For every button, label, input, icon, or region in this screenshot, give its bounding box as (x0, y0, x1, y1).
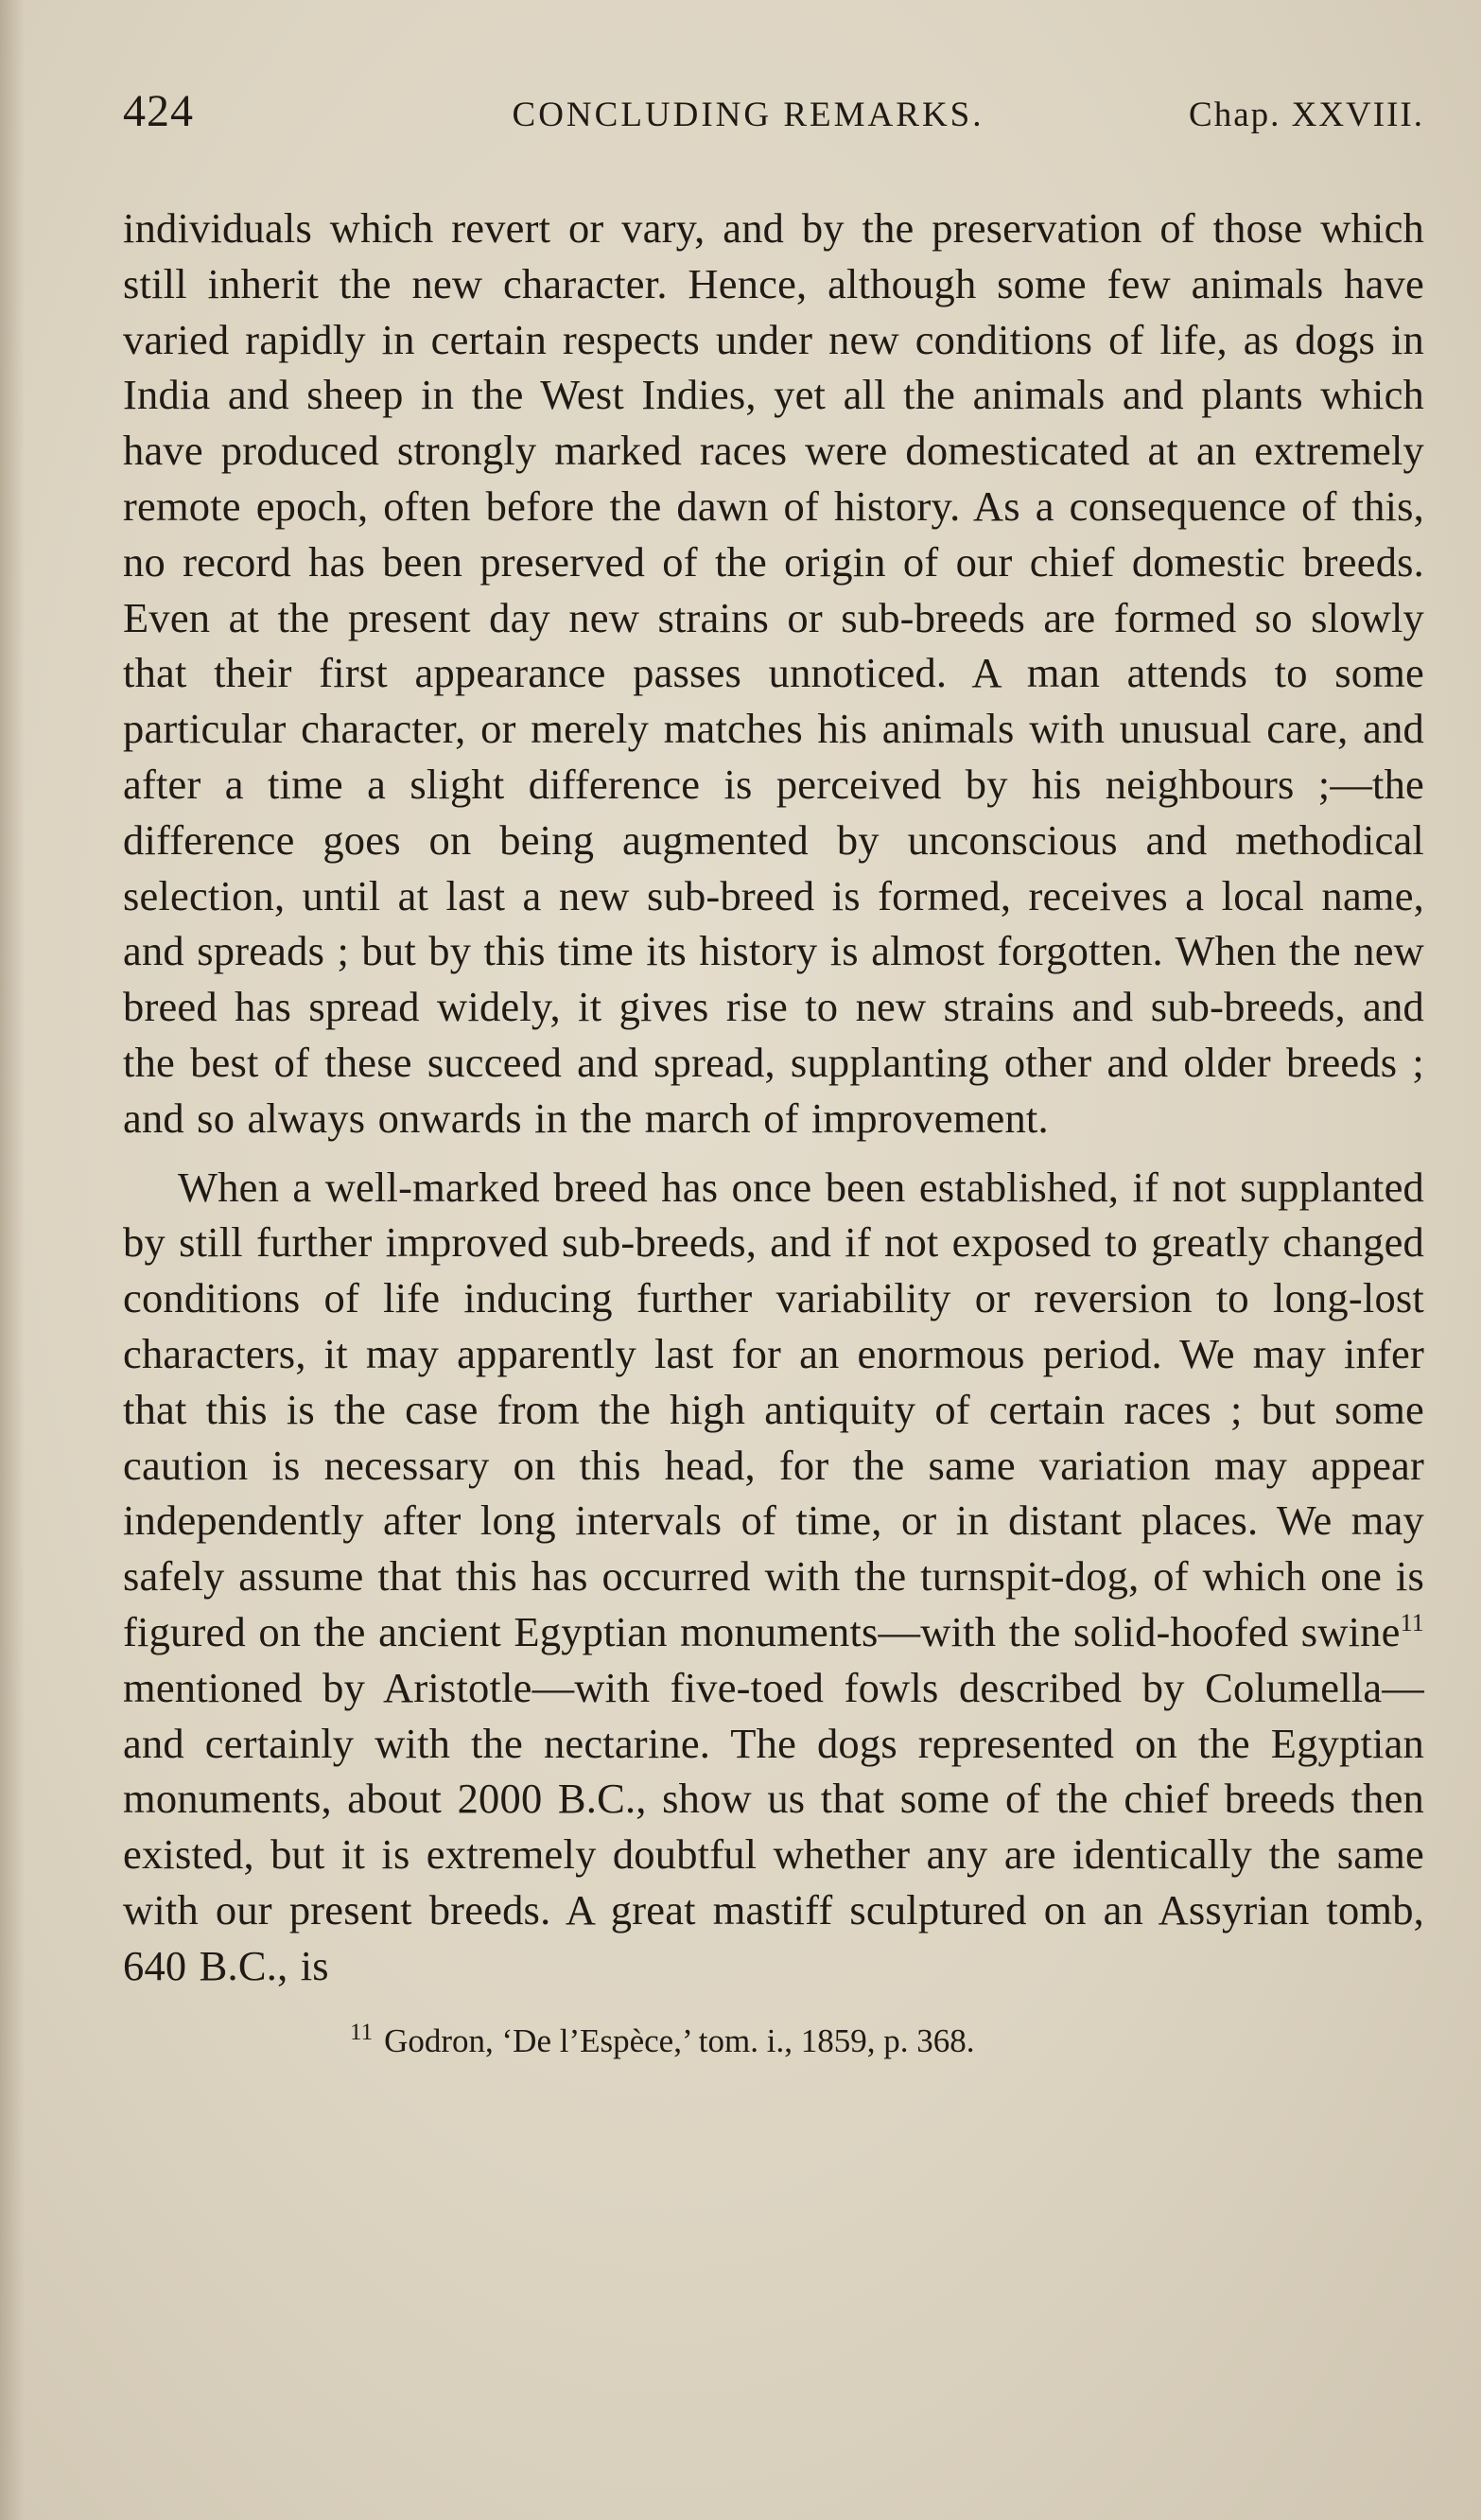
footnote-number: 11 (350, 2019, 374, 2045)
footnote-text: Godron, ‘De l’Espèce,’ tom. i., 1859, p. 368. (384, 2021, 975, 2059)
footnote-reference: 11 (1400, 1609, 1424, 1637)
paragraph-continued: individuals which revert or vary, and by the preservation of those which still inherit the new character. Hence, although some few animals have varied rapidly in certain respects under new conditions of life, as dogs in India and sheep in the West Indies, yet all the animals and plants which have produced strongly marked races were domesticated at an extremely remote epoch, often before the dawn of history. As a consequence of this, no record has been preserved of the origin of our chief domestic breeds. Even at the present day new strains or sub-breeds are formed so slowly that their first appearance passes unnoticed. A man attends to some particular character, or merely matches his animals with unusual care, and after a time a slight difference is perceived by his neighbours ;—the difference goes on being augmented by unconscious and methodical selection, until at last a new sub-breed is formed, receives a local name, and spreads ; but by this time its history is almost forgotten. When the new breed has spread widely, it gives rise to new strains and sub-breeds, and the best of these succeed and spread, supplanting other and older breeds ; and so always onwards in the march of improvement. (123, 204, 1424, 1142)
paragraph-text-part-2: mentioned by Aristotle—with five-toed fowls described by Columella—and certainly with the nectarine. The dogs represented on the Egyptian monuments, about 2000 B.C., show us that some of the chief breeds then existed, but it is extremely doubtful whether any are identically the same with our present breeds. A great mastiff sculptured on an Assyrian tomb, 640 B.C., is (123, 1663, 1424, 1989)
chapter-reference: Chap. XXVIII. (1189, 96, 1424, 134)
running-head (123, 85, 1424, 151)
paragraph-text-part-1: When a well-marked breed has once been established, if not supplanted by still further improved sub-breeds, and if not exposed to greatly changed conditions of life inducing further variability or reversion to long-lost characters, it may apparently last for an enormous period. We may infer that this is the case from the high antiquity of certain races ; but some caution is necessary on this head, for the same variation may appear independently after long intervals of time, or in distant places. We may safely assume that this has occurred with the turnspit-dog, of which one is figured on the ancient Egyptian monuments—with the solid-hoofed swine (123, 1163, 1424, 1655)
page-number: 424 (123, 86, 194, 136)
footnote (123, 2021, 1424, 2062)
running-title: CONCLUDING REMARKS. (512, 96, 984, 134)
paragraph-breed-antiquity (123, 1160, 1424, 1994)
body-text (123, 201, 1424, 1994)
